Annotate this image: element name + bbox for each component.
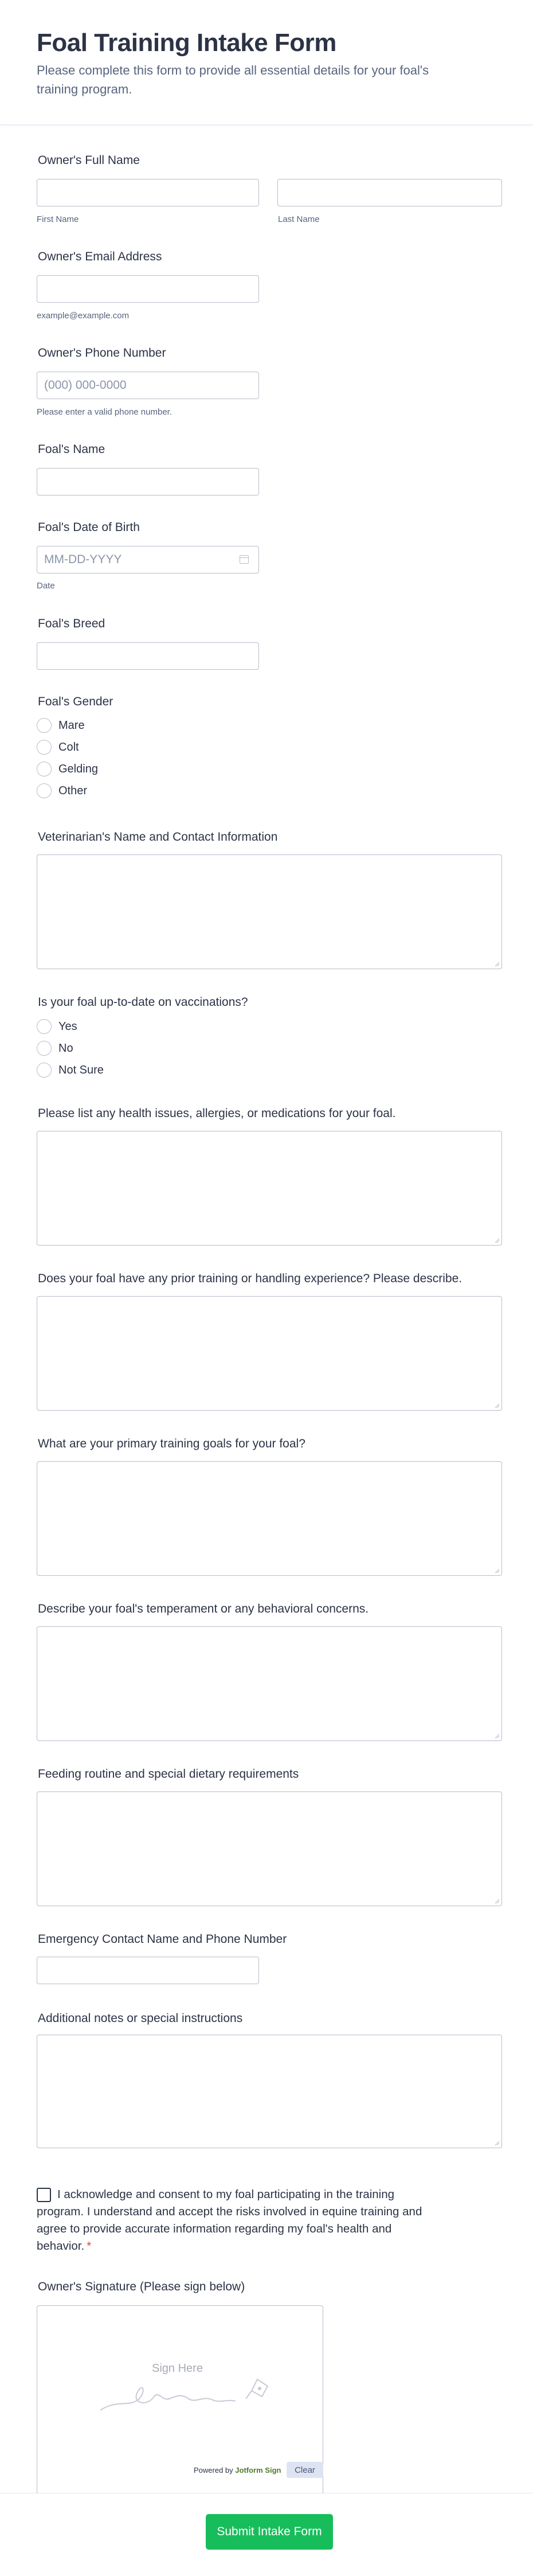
prior-training-textarea[interactable] xyxy=(37,1296,502,1411)
feeding-label: Feeding routine and special dietary requirements xyxy=(38,1767,299,1781)
phone-sublabel: Please enter a valid phone number. xyxy=(37,407,172,417)
email-input[interactable] xyxy=(37,275,259,303)
form-title: Foal Training Intake Form xyxy=(37,29,336,57)
submit-button[interactable]: Submit Intake Form xyxy=(206,2514,333,2550)
health-textarea[interactable] xyxy=(37,1131,502,1246)
radio-label: Other xyxy=(58,784,88,797)
radio-button[interactable] xyxy=(37,718,52,733)
dob-sublabel: Date xyxy=(37,581,55,591)
first-name-input[interactable] xyxy=(37,179,259,206)
radio-button[interactable] xyxy=(37,1041,52,1056)
first-name-sublabel: First Name xyxy=(37,214,79,224)
last-name-sublabel: Last Name xyxy=(278,214,320,224)
temperament-textarea[interactable] xyxy=(37,1626,502,1741)
emergency-contact-label: Emergency Contact Name and Phone Number xyxy=(38,1933,287,1946)
vet-info-label: Veterinarian's Name and Contact Information xyxy=(38,830,278,844)
vet-info-textarea[interactable] xyxy=(37,854,502,969)
resize-handle-icon[interactable] xyxy=(494,1733,500,1739)
email-sublabel: example@example.com xyxy=(37,311,130,321)
temperament-label: Describe your foal's temperament or any behavioral concerns. xyxy=(38,1602,369,1615)
radio-label: Not Sure xyxy=(58,1063,104,1076)
radio-label: Colt xyxy=(58,740,79,754)
radio-button[interactable] xyxy=(37,1063,52,1078)
resize-handle-icon[interactable] xyxy=(494,2140,500,2146)
resize-handle-icon[interactable] xyxy=(494,1403,500,1408)
owner-name-label: Owner's Full Name xyxy=(38,154,140,167)
owner-email-label: Owner's Email Address xyxy=(38,250,162,263)
prior-training-label: Does your foal have any prior training or handling experience? Please describe. xyxy=(38,1272,463,1285)
vaccinations-label: Is your foal up-to-date on vaccinations? xyxy=(38,996,248,1009)
resize-handle-icon[interactable] xyxy=(494,1568,500,1574)
required-asterisk: * xyxy=(87,2239,92,2253)
form-header xyxy=(0,0,533,125)
foal-name-label: Foal's Name xyxy=(38,443,105,456)
signature-label: Owner's Signature (Please sign below) xyxy=(38,2280,245,2293)
notes-textarea[interactable] xyxy=(37,2035,502,2148)
radio-label: No xyxy=(58,1041,73,1055)
foal-gender-label: Foal's Gender xyxy=(38,695,113,708)
radio-button[interactable] xyxy=(37,762,52,776)
resize-handle-icon[interactable] xyxy=(494,1238,500,1243)
notes-label: Additional notes or special instructions xyxy=(38,2012,243,2025)
powered-by-text xyxy=(194,2466,281,2474)
signature-placeholder: Sign Here xyxy=(152,2362,203,2375)
brand-name: Jotform Sign xyxy=(235,2466,281,2474)
goals-label: What are your primary training goals for your foal? xyxy=(38,1437,305,1450)
resize-handle-icon[interactable] xyxy=(494,961,500,967)
vaccinations-option-yes[interactable] xyxy=(37,1018,77,1035)
consent-text xyxy=(37,2186,444,2255)
radio-label: Mare xyxy=(58,719,85,732)
gender-option-other[interactable] xyxy=(37,782,87,799)
dob-input[interactable] xyxy=(37,546,259,573)
radio-button[interactable] xyxy=(37,740,52,755)
vaccinations-option-no[interactable] xyxy=(37,1040,73,1057)
radio-label: Gelding xyxy=(58,762,98,775)
powered-by-label: Powered by xyxy=(194,2466,233,2474)
emergency-contact-input[interactable] xyxy=(37,1957,259,1984)
goals-textarea[interactable] xyxy=(37,1461,502,1576)
last-name-input[interactable] xyxy=(277,179,502,206)
clear-signature-button[interactable]: Clear xyxy=(287,2462,323,2478)
resize-handle-icon[interactable] xyxy=(494,1898,500,1904)
gender-option-gelding[interactable] xyxy=(37,760,98,778)
calendar-icon[interactable] xyxy=(240,555,249,564)
radio-button[interactable] xyxy=(37,783,52,798)
gender-option-colt[interactable] xyxy=(37,739,79,756)
foal-name-input[interactable] xyxy=(37,468,259,495)
foal-dob-label: Foal's Date of Birth xyxy=(38,521,140,534)
owner-phone-label: Owner's Phone Number xyxy=(38,346,166,360)
radio-label: Yes xyxy=(58,1020,77,1033)
gender-option-mare[interactable] xyxy=(37,717,85,734)
consent-label: I acknowledge and consent to my foal participating in the training program. I understand and accept the risks involved in equine training and agree to provide accurate information regarding my foal's health and behavior. xyxy=(37,2188,422,2253)
health-label: Please list any health issues, allergies, or medications for your foal. xyxy=(38,1107,396,1120)
breed-input[interactable] xyxy=(37,642,259,670)
feeding-textarea[interactable] xyxy=(37,1792,502,1906)
foal-breed-label: Foal's Breed xyxy=(38,617,105,630)
phone-input[interactable] xyxy=(37,372,259,399)
vaccinations-option-not-sure[interactable] xyxy=(37,1061,104,1079)
radio-button[interactable] xyxy=(37,1019,52,1034)
form-description: Please complete this form to provide all essential details for your foal's training program. xyxy=(37,63,429,96)
